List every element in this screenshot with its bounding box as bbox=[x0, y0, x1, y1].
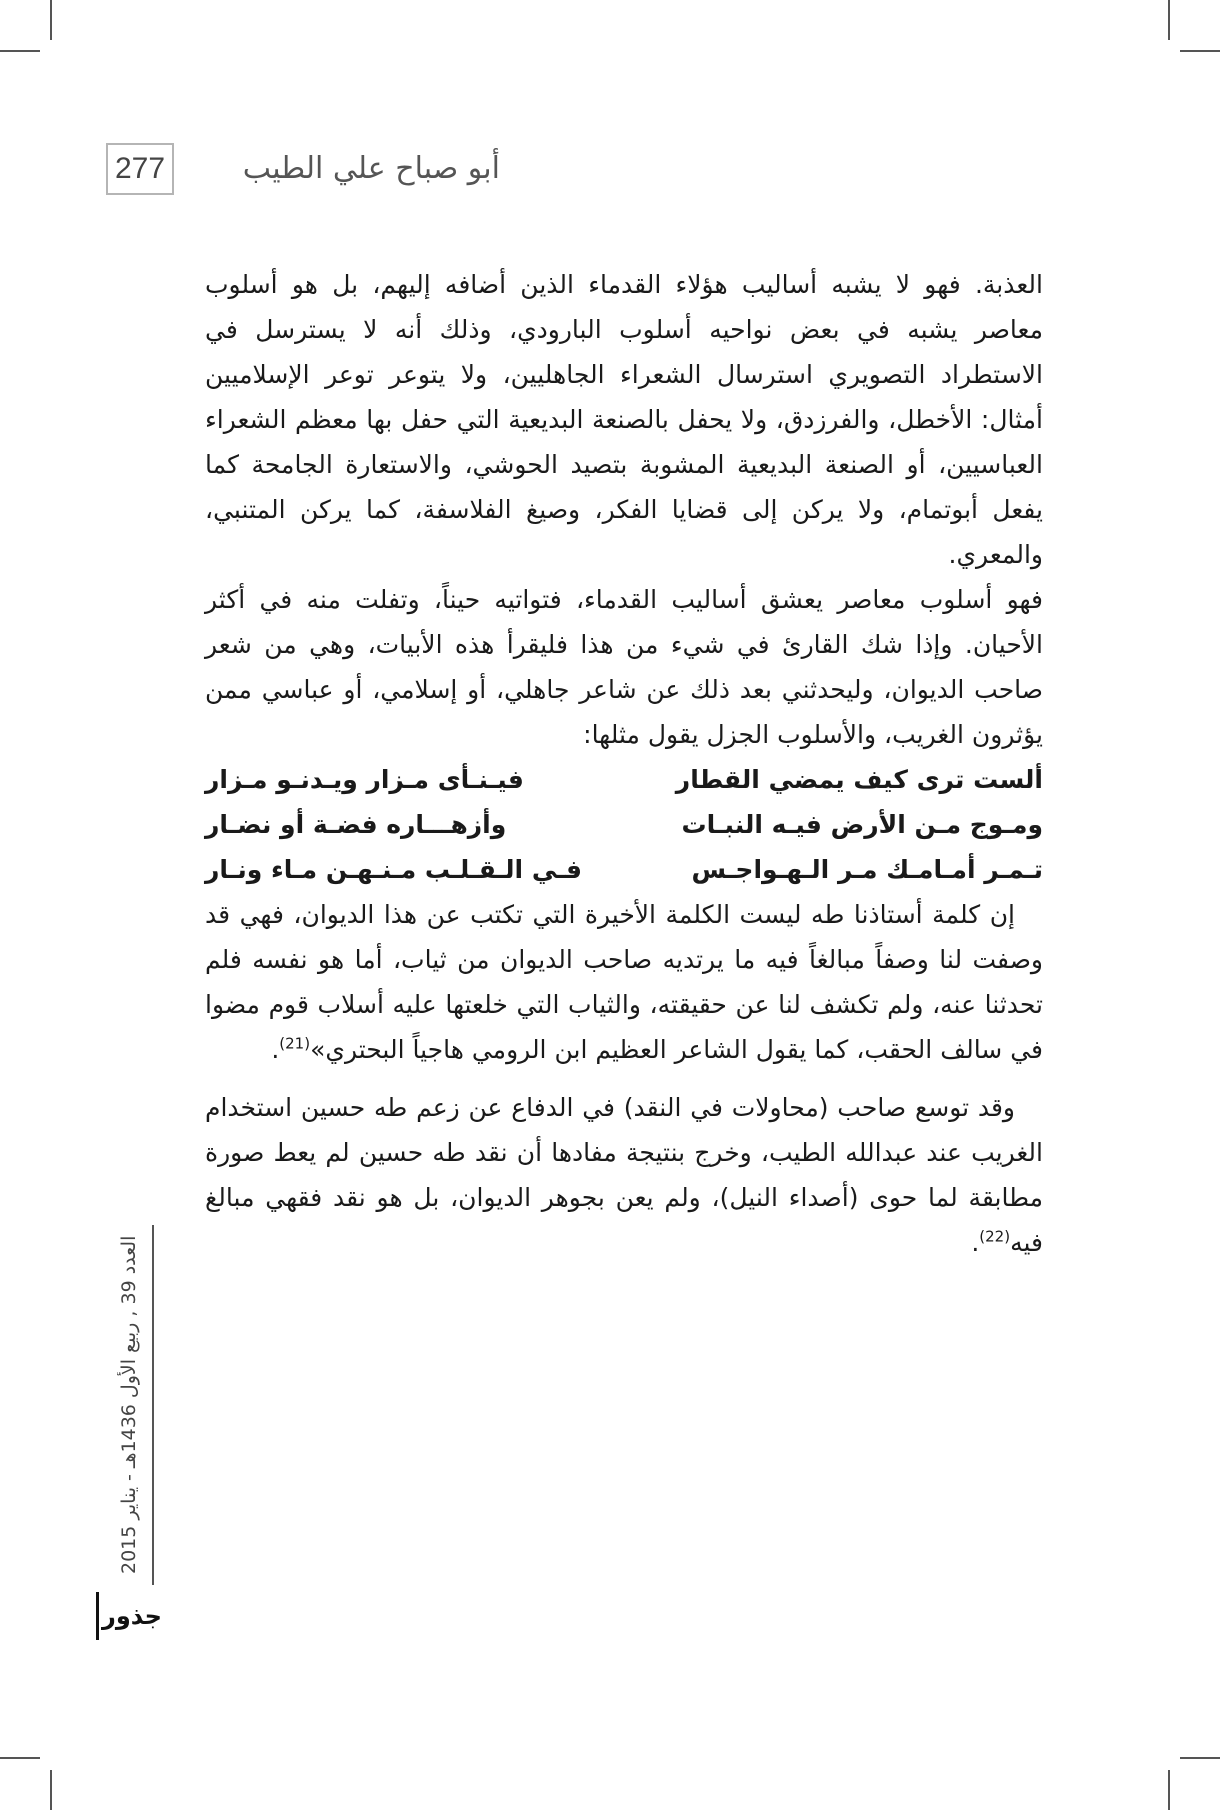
verse-first-hemistich: تـمـر أمـامـك مـر الـهـواجـس bbox=[691, 855, 1043, 884]
end-period: . bbox=[971, 1228, 980, 1257]
paragraph bbox=[205, 1085, 1043, 1265]
paragraph: العذبة. فهو لا يشبه أساليب هؤلاء القدماء الذين أضافه إليهم، بل هو أسلوب معاصر يشبه في بعض نواحيه أسلوب البارودي، وذلك أنه لا يسترسل في الاستطراد التصويري استرسال الشعراء الجاهليين، ولا يتوعر توعر الإسلاميين أمثال: الأخطل، والفرزدق، ولا يحفل بالصنعة البديعية التي حفل بها معظم الشعراء العباسيين، أو الصنعة البديعية المشوبة بتصيد الحوشي، والاستعارة الجامحة كما يفعل أبوتمام، ولا يركن إلى قضايا الفكر، وصيغ الفلاسفة، كما يركن المتنبي، والمعري. bbox=[205, 270, 1043, 569]
verse-first-hemistich: ألست ترى كيف يمضي القطار bbox=[675, 765, 1043, 794]
verse-second-hemistich: فيـنـأى مـزار ويـدنـو مـزار bbox=[205, 765, 524, 794]
end-period: . bbox=[271, 1035, 280, 1064]
crop-mark bbox=[50, 0, 52, 40]
crop-mark bbox=[0, 50, 40, 52]
verse-first-hemistich: ومـوج مـن الأرض فيـه النبـات bbox=[681, 810, 1043, 839]
verse-line bbox=[205, 802, 1043, 847]
crop-mark bbox=[0, 1757, 40, 1759]
running-title: أبو صباح علي الطيب bbox=[242, 151, 500, 186]
page-number: 277 bbox=[106, 143, 174, 195]
verse-line bbox=[205, 757, 1043, 802]
verse-line bbox=[205, 847, 1043, 892]
crop-mark bbox=[1180, 1757, 1220, 1759]
crop-mark bbox=[1168, 0, 1170, 40]
article-body bbox=[205, 262, 1043, 1265]
footnote-ref-21[interactable]: (21) bbox=[279, 1034, 311, 1053]
journal-logo: جذور bbox=[96, 1592, 165, 1640]
verse-second-hemistich: فـي الـقـلـب مـنـهـن مـاء ونـار bbox=[205, 855, 583, 884]
sidebar-divider bbox=[152, 1225, 154, 1585]
paragraph-text: إن كلمة أستاذنا طه ليست الكلمة الأخيرة التي تكتب عن هذا الديوان، فهي قد وصفت لنا وصفاً مبالغاً فيه ما يرتديه صاحب الديوان من ثياب، أما هو نفسه فلم تحدثنا عنه، ولم تكشف لنا عن حقيقته، والثياب التي خلعتها عليه أسلاب قوم مضوا في سالف الحقب، كما يقول الشاعر العظيم ابن الرومي هاجياً البحتري» bbox=[205, 900, 1043, 1064]
paragraph bbox=[205, 892, 1043, 1072]
paragraph: فهو أسلوب معاصر يعشق أساليب القدماء، فتواتيه حيناً، وتفلت منه في أكثر الأحيان. وإذا شك القارئ في شيء من هذا فليقرأ هذه الأبيات، وهي من شعر صاحب الديوان، وليحدثني بعد ذلك عن شاعر جاهلي، أو إسلامي، أو عباسي ممن يؤثرون الغريب، والأسلوب الجزل يقول مثلها: bbox=[205, 585, 1043, 749]
crop-mark bbox=[1180, 50, 1220, 52]
crop-mark bbox=[1168, 1770, 1170, 1810]
paragraph-text: وقد توسع صاحب (محاولات في النقد) في الدفاع عن زعم طه حسين استخدام الغريب عند عبدالله الطيب، وخرج بنتيجة مفادها أن نقد طه حسين لم يعط صورة مطابقة لما حوى (أصداء النيل)، ولم يعن بجوهر الديوان، بل هو نقد فقهي مبالغ فيه bbox=[205, 1093, 1043, 1257]
footnote-ref-22[interactable]: (22) bbox=[979, 1227, 1011, 1246]
crop-mark bbox=[50, 1770, 52, 1810]
verse-second-hemistich: وأزهـــاره فضـة أو نضـار bbox=[205, 810, 507, 839]
issue-info: العدد 39 , ربيع الأول 1436هـ - يناير 2015 bbox=[118, 1235, 140, 1575]
